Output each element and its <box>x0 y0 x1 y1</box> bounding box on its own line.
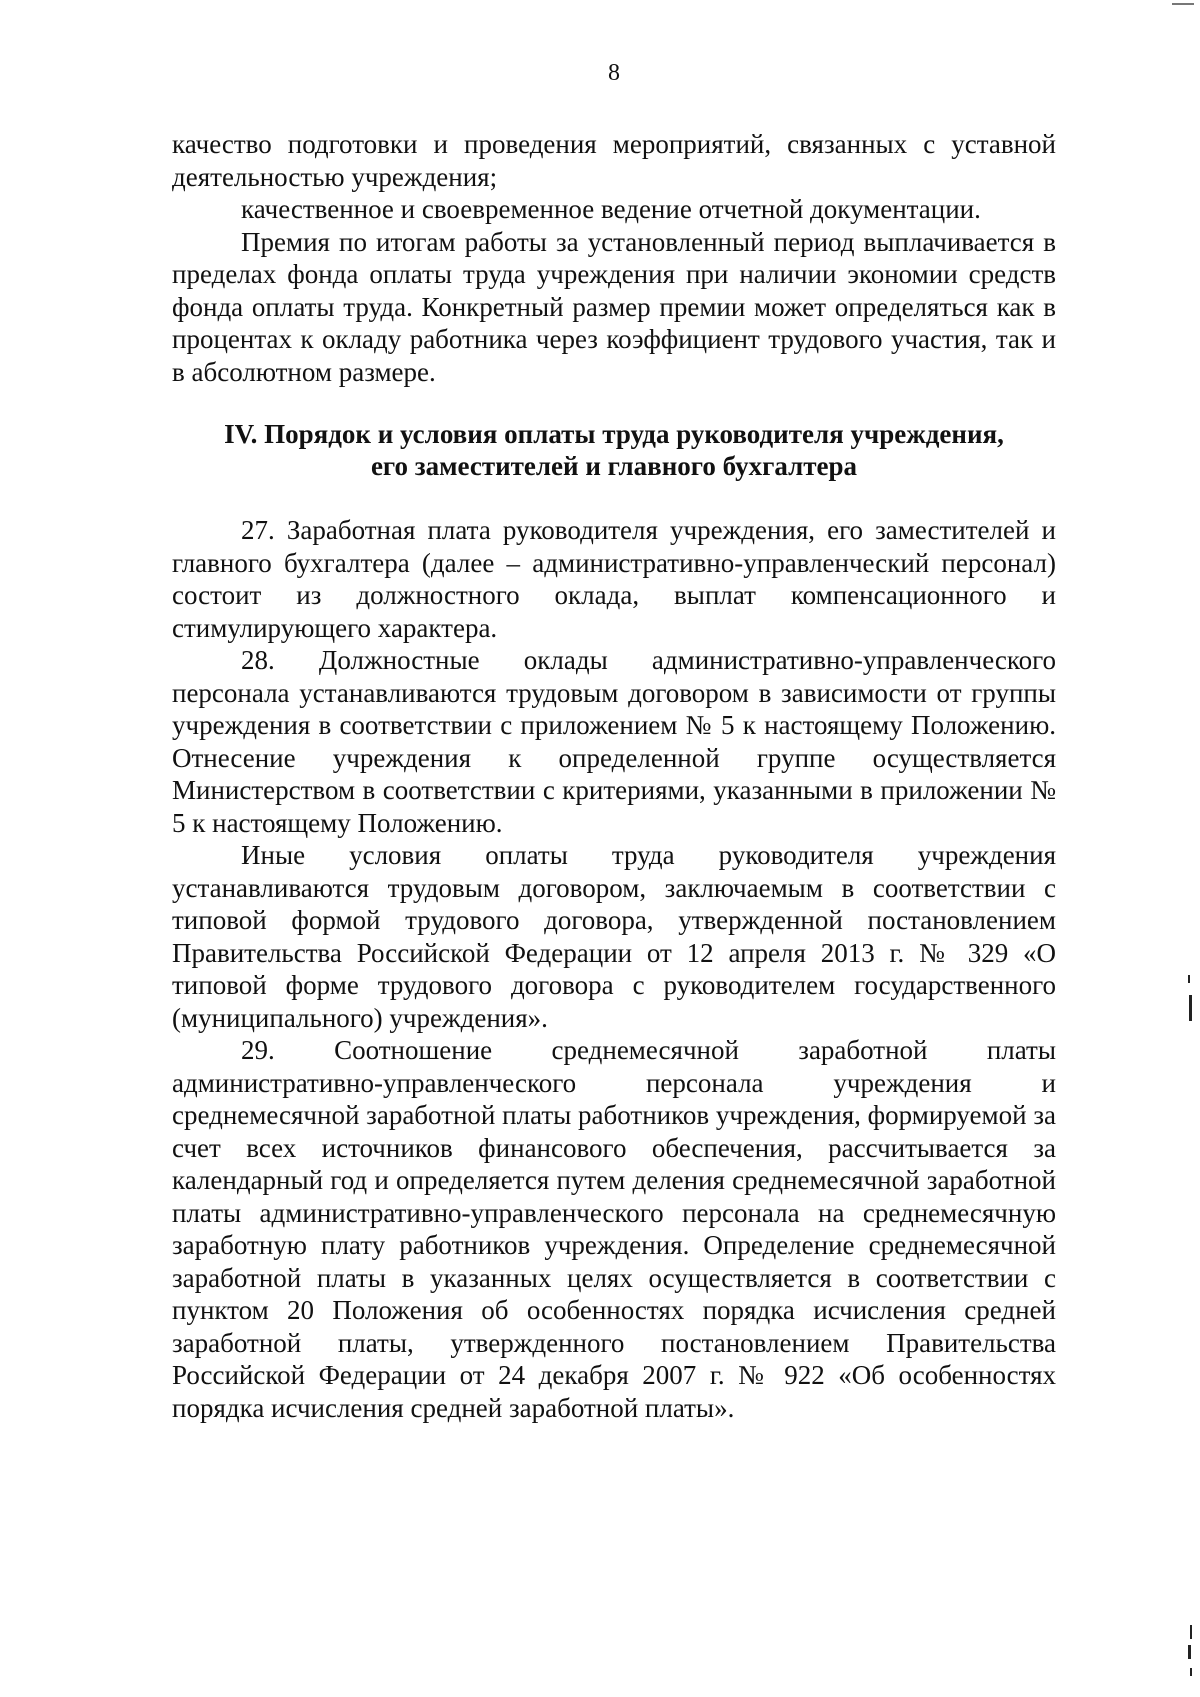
scan-artifact <box>1189 995 1192 1021</box>
paragraph: Иные условия оплаты труда руководителя учреждения устанавливаются трудовым договором, заключаемым в соответствии с типовой формой трудового договора, утвержденной постановлением Правительства Российской Федерации от 12 апреля 2013 г. № 329 «О типовой форме трудового договора с руководителем государственного (муниципального) учреждения». <box>172 840 1056 1033</box>
scan-artifact <box>1190 1668 1192 1676</box>
scan-artifact <box>1172 3 1194 5</box>
section-heading-line: его заместителей и главного бухгалтера <box>370 451 858 481</box>
paragraph: 27. Заработная плата руководителя учреждения, его заместителей и главного бухгалтера (далее – административно-управленческий персонал) состоит из должностного оклада, выплат компенсационного и стимулирующего характера. <box>172 515 1056 643</box>
page-number: 8 <box>608 60 620 86</box>
document-page <box>172 58 1056 1424</box>
section-heading-line: IV. Порядок и условия оплаты труда руководителя учреждения, <box>224 419 1004 449</box>
scan-artifact <box>1188 1645 1191 1659</box>
scan-artifact <box>1188 975 1190 983</box>
paragraph: 29. Соотношение среднемесячной заработной платы административно-управленческого персонала учреждения и среднемесячной заработной платы работников учреждения, формируемой за счет всех источников финансового обеспечения, рассчитывается за календарный год и определяется путем деления среднемесячной заработной платы административно-управленческого персонала на среднемесячную заработную плату работников учреждения. Определение среднемесячной заработной платы в указанных целях осуществляется в соответствии с пунктом 20 Положения об особенностях порядка исчисления средней заработной платы, утвержденного постановлением Правительства Российской Федерации от 24 декабря 2007 г. № 922 «Об особенностях порядка исчисления средней заработной платы». <box>172 1035 1056 1423</box>
paragraph: качественное и своевременное ведение отчетной документации. <box>241 194 981 224</box>
paragraph: 28. Должностные оклады административно-управленческого персонала устанавливаются трудовым договором в зависимости от группы учреждения в соответствии с приложением № 5 к настоящему Положению. Отнесение учреждения к определенной группе осуществляется Министерством в соответствии с критериями, указанными в приложении № 5 к настоящему Положению. <box>172 645 1056 838</box>
section-heading <box>172 418 1056 482</box>
paragraph-continued: качество подготовки и проведения мероприятий, связанных с уставной деятельностью учреждения; <box>172 129 1056 192</box>
paragraph: Премия по итогам работы за установленный период выплачивается в пределах фонда оплаты труда учреждения при наличии экономии средств фонда оплаты труда. Конкретный размер премии может определяться как в процентах к окладу работника через коэффициент трудового участия, так и в абсолютном размере. <box>172 226 1056 387</box>
scan-artifact <box>1190 1625 1192 1639</box>
